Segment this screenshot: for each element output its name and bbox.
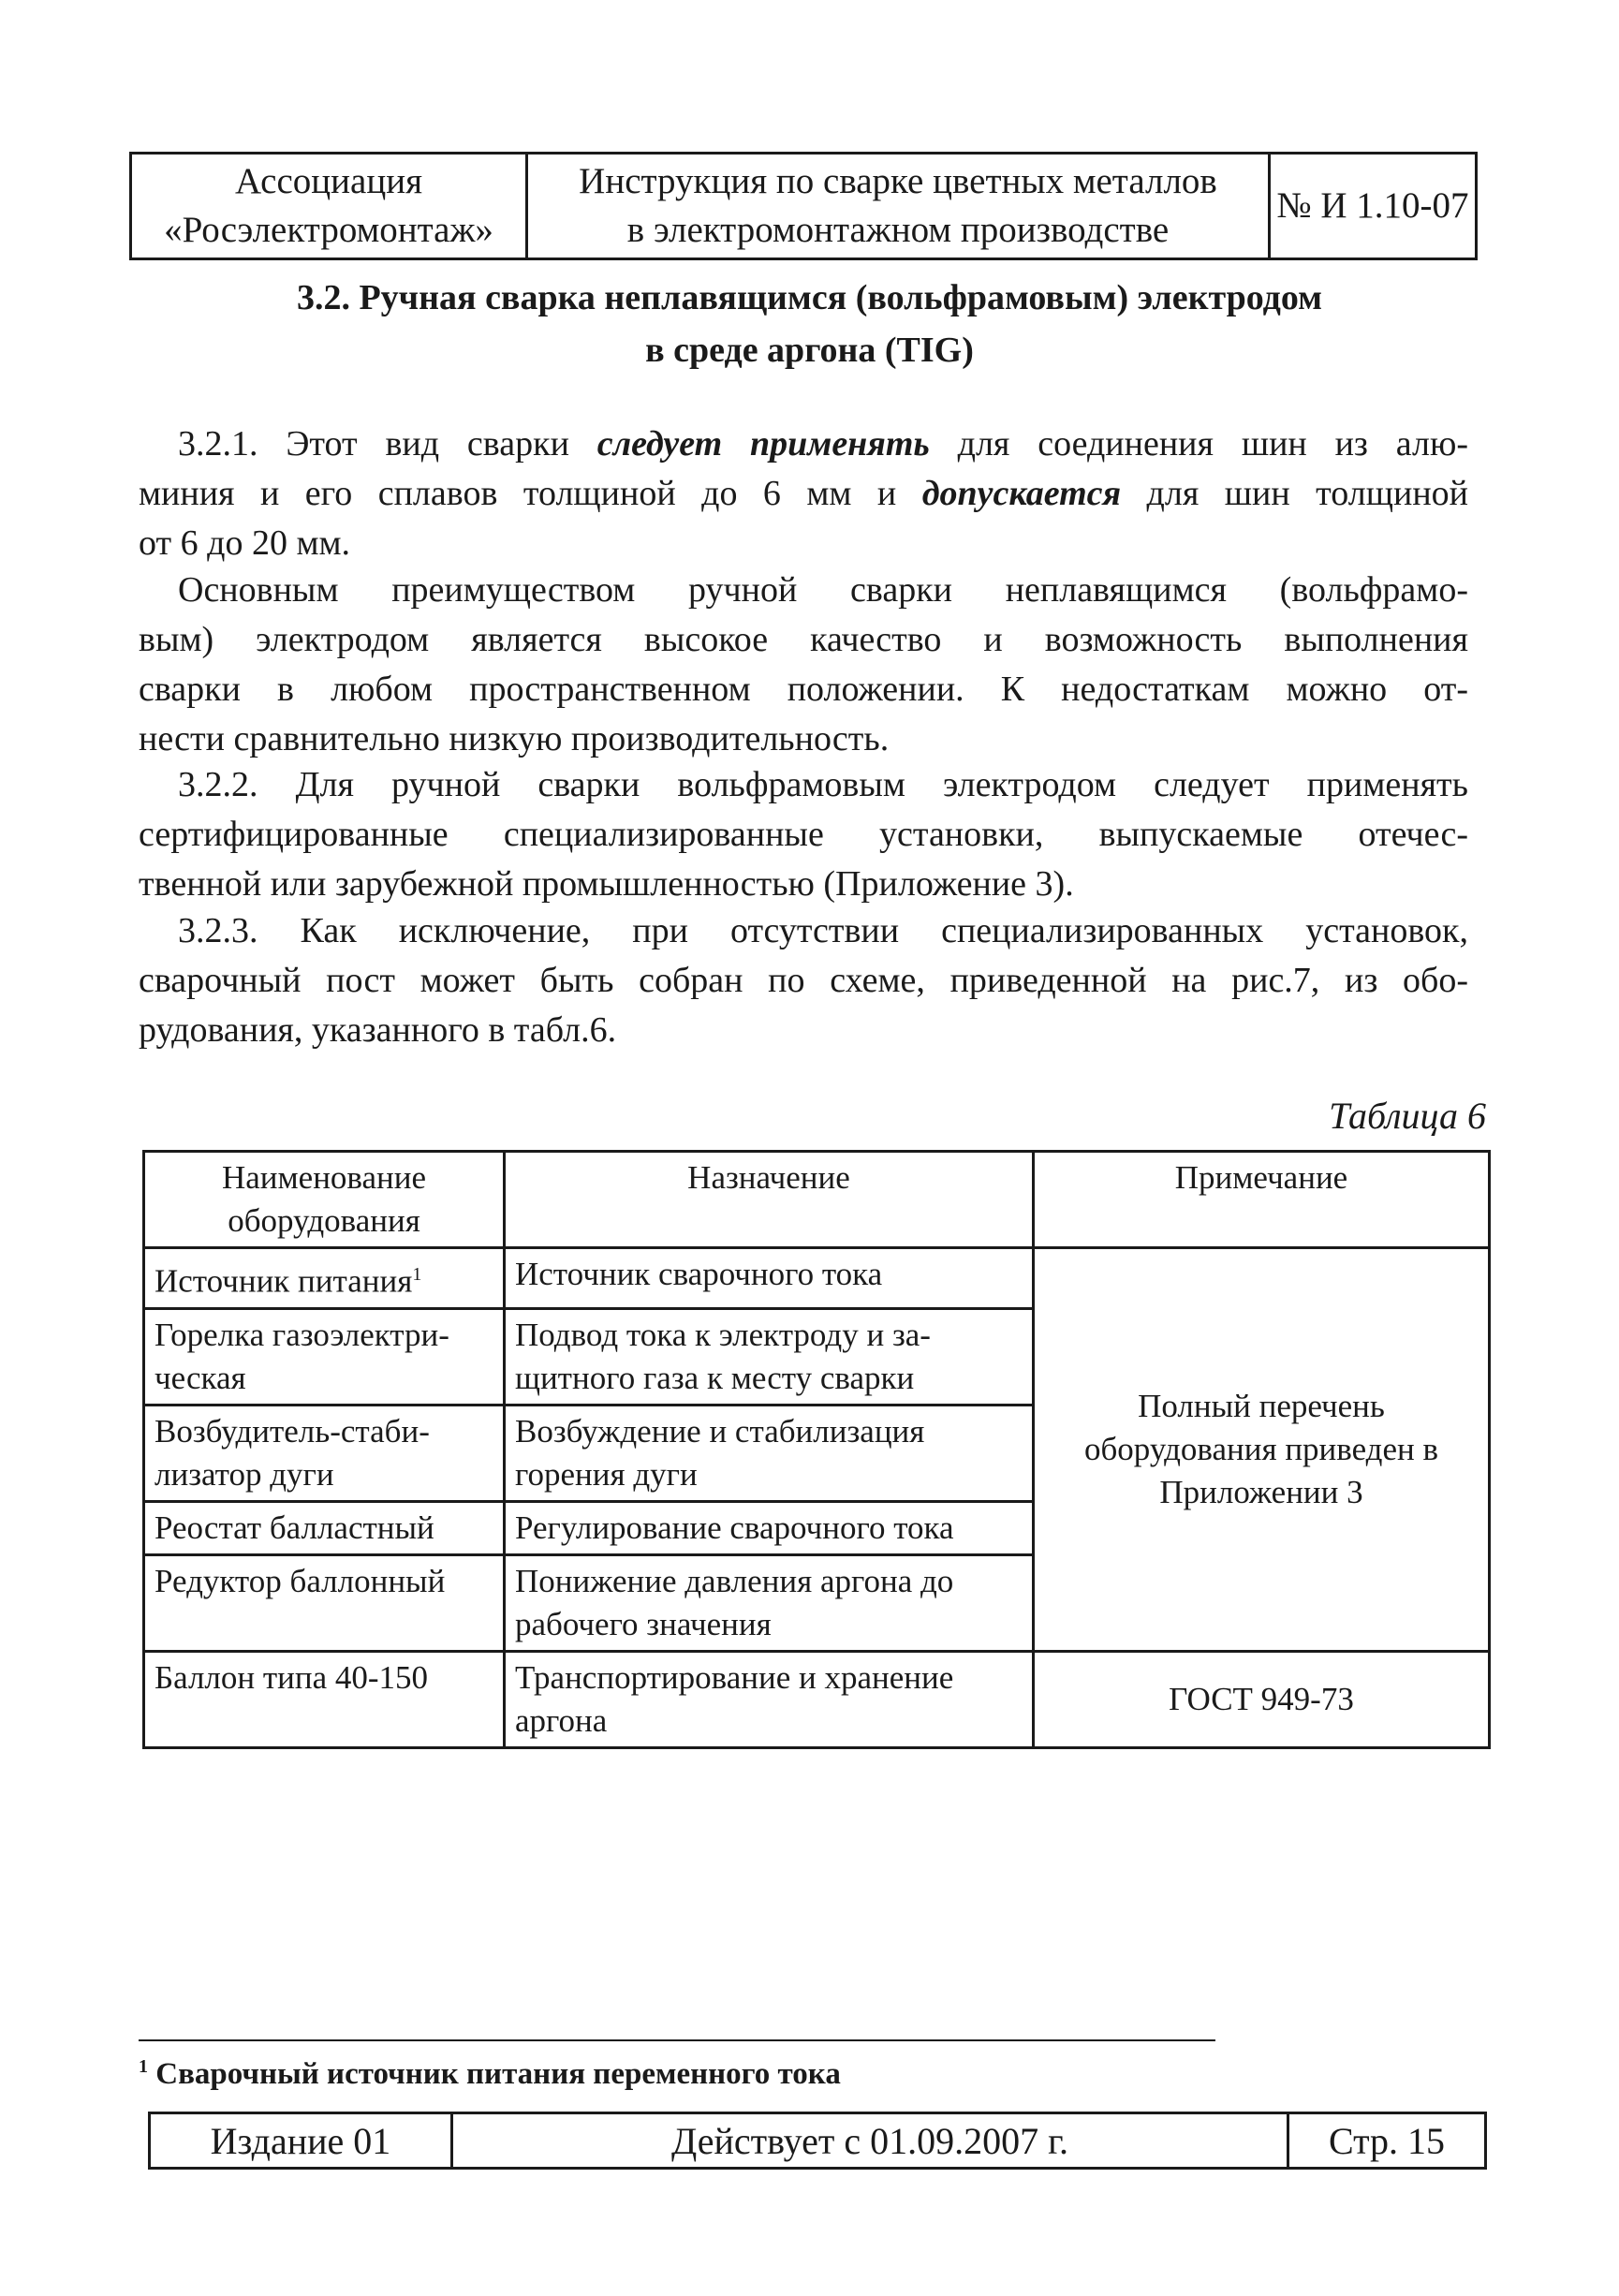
note-merged-cell: Полный перечень оборудования приведен в Приложении 3 xyxy=(1034,1248,1490,1652)
table-row xyxy=(144,1651,1490,1747)
paragraph-line: 3.2.2. Для ручной сварки вольфрамовым электродом следует применять xyxy=(178,765,1468,804)
edition: Издание 01 xyxy=(151,2114,453,2167)
paragraph-line: 3.2.3. Как исключение, при отсутствии специализированных установок, xyxy=(178,911,1468,950)
equipment-purpose: Источник сварочного тока xyxy=(505,1248,1034,1309)
equipment-name: Реостат балластный xyxy=(144,1501,505,1554)
emphasis-text: допускается xyxy=(921,474,1122,513)
paragraph-advantages xyxy=(139,566,1468,764)
footnote xyxy=(139,2056,841,2092)
text-run: для шин толщиной xyxy=(1121,474,1468,513)
document-header xyxy=(129,152,1478,260)
equipment-name-cell xyxy=(144,1248,505,1309)
equipment-name: Горелка газоэлектри-ческая xyxy=(144,1308,505,1405)
note-cell: ГОСТ 949-73 xyxy=(1034,1651,1490,1747)
footnote-mark: 1 xyxy=(412,1264,422,1285)
equipment-name: Баллон типа 40-150 xyxy=(144,1651,505,1747)
page-number: Стр. 15 xyxy=(1328,2119,1446,2162)
equipment-purpose: Регулирование сварочного тока xyxy=(505,1501,1034,1554)
document-title-line1: Инструкция по сварке цветных металлов xyxy=(579,161,1217,201)
paragraph-3-2-2 xyxy=(139,760,1468,909)
section-title-line1: 3.2. Ручная сварка неплавящимся (вольфрамовым) электродом xyxy=(296,278,1323,317)
equipment-purpose: Транспортирование и хранение аргона xyxy=(505,1651,1034,1747)
document-footer xyxy=(148,2112,1487,2170)
text-run: 3.2.1. Этот вид сварки xyxy=(178,424,597,464)
paragraph-line: вым) электродом является высокое качество и возможность выполнения xyxy=(139,620,1468,659)
text-run: миния и его сплавов толщиной до 6 мм и xyxy=(139,474,922,513)
footnote-divider xyxy=(139,2039,1215,2041)
equipment-purpose: Возбуждение и стабилизация горения дуги xyxy=(505,1405,1034,1501)
paragraph-line: рудования, указанного в табл.6. xyxy=(139,1010,617,1050)
organization-line2: «Росэлектромонтаж» xyxy=(164,210,493,250)
column-header-purpose: Назначение xyxy=(505,1152,1034,1248)
table-caption: Таблица 6 xyxy=(1329,1095,1486,1137)
equipment-table xyxy=(142,1150,1491,1749)
paragraph-line xyxy=(139,419,1468,469)
paragraph-3-2-1 xyxy=(139,419,1468,568)
column-header-note: Примечание xyxy=(1034,1152,1490,1248)
equipment-purpose: Подвод тока к электроду и за-щитного газа к месту сварки xyxy=(505,1308,1034,1405)
footnote-mark: 1 xyxy=(139,2056,148,2077)
paragraph-line: сварочный пост может быть собран по схеме, приведенной на рис.7, из обо- xyxy=(139,961,1468,1000)
section-title-line2: в среде аргона (TIG) xyxy=(645,331,974,370)
document-number: № И 1.10-07 xyxy=(1276,185,1469,226)
paragraph-line: нести сравнительно низкую производительность. xyxy=(139,719,890,758)
effective-date: Действует с 01.09.2007 г. xyxy=(453,2114,1289,2167)
paragraph-line: сертифицированные специализированные установки, выпускаемые отечес- xyxy=(139,815,1468,854)
paragraph-line: твенной или зарубежной промышленностью (Приложение 3). xyxy=(139,864,1074,904)
paragraph-3-2-3 xyxy=(139,906,1468,1055)
equipment-name: Источник питания xyxy=(155,1262,413,1300)
table-header-row xyxy=(144,1152,1490,1248)
footnote-text: Сварочный источник питания переменного тока xyxy=(155,2057,841,2091)
document-title-cell xyxy=(528,155,1271,258)
paragraph-line: от 6 до 20 мм. xyxy=(139,523,351,563)
emphasis-text: следует применять xyxy=(596,424,930,464)
paragraph-line xyxy=(139,469,1468,519)
table-row xyxy=(144,1248,1490,1309)
equipment-name: Редуктор баллонный xyxy=(144,1554,505,1651)
organization-line1: Ассоциация xyxy=(234,161,423,201)
organization-cell xyxy=(132,155,528,258)
equipment-name: Возбудитель-стаби-лизатор дуги xyxy=(144,1405,505,1501)
paragraph-line: сварки в любом пространственном положении. К недостаткам можно от- xyxy=(139,670,1468,709)
document-title-line2: в электромонтажном производстве xyxy=(626,210,1170,250)
equipment-purpose: Понижение давления аргона до рабочего значения xyxy=(505,1554,1034,1651)
text-run: для соединения шин из алю- xyxy=(929,424,1468,464)
document-number-cell xyxy=(1271,155,1475,258)
column-header-name: Наименование оборудования xyxy=(144,1152,505,1248)
paragraph-line: Основным преимуществом ручной сварки неплавящимся (вольфрамо- xyxy=(178,570,1468,610)
